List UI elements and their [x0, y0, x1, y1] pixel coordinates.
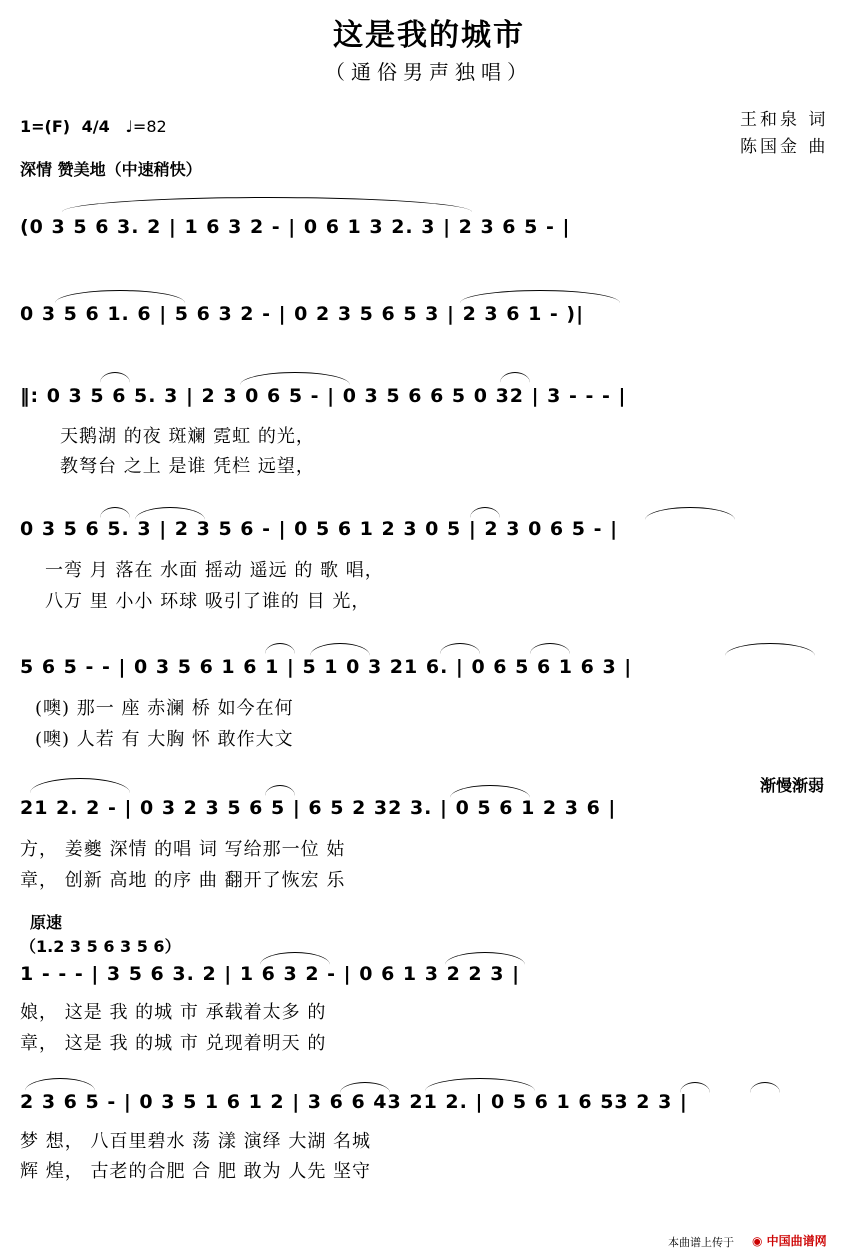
dim-mark: 渐慢渐弱	[760, 776, 825, 795]
notation-row-7: 1 - - - | 3 5 6 3. 2 | 1 6 3 2 - | 0 6 1 3 2 2 3 |	[20, 963, 521, 985]
notation-row-8: 2 3 6 5 - | 0 3 5 1 6 1 2 | 3 6 6 43 21 2. | 0 5 6 1 6 53 2 3 |	[20, 1091, 688, 1113]
notation-row-1: (0 3 5 6 3. 2 | 1 6 3 2 - | 0 6 1 3 2. 3 | 2 3 6 5 - |	[20, 216, 571, 238]
slur	[460, 290, 620, 303]
slur	[530, 643, 570, 654]
lyric-row-5-verse-1: (噢) 那一 座 赤澜 桥 如今在何	[35, 698, 294, 719]
slur	[240, 372, 350, 385]
page-subtitle: （通俗男声独唱）	[325, 60, 533, 84]
slur	[62, 197, 472, 212]
slur	[310, 643, 370, 656]
slur	[425, 1078, 535, 1091]
time-signature: 4/4	[81, 117, 110, 136]
lyricist: 王和泉 词	[740, 110, 829, 130]
lyric-row-7-verse-2: 章， 这是 我 的城 市 兑现着明天 的	[20, 1033, 327, 1054]
notation-row-3: ‖: 0 3 5 6 5. 3 | 2 3 0 6 5 - | 0 3 5 6 6 5 0 32 | 3 - - - |	[20, 385, 627, 407]
a-tempo-notes: （1.2 3 5 6 3 5 6）	[20, 937, 181, 956]
key-signature	[20, 117, 167, 136]
page-title: 这是我的城市	[333, 18, 525, 53]
lyric-row-6-verse-1: 方， 姜夔 深情 的唱 词 写给那一位 姑	[20, 839, 346, 860]
lyric-row-5-verse-2: (噢) 人若 有 大胸 怀 敢作大文	[35, 729, 294, 750]
slur	[725, 643, 815, 656]
notation-row-6: 21 2. 2 - | 0 3 2 3 5 6 5 | 6 5 2 32 3. | 0 5 6 1 2 3 6 |	[20, 797, 617, 819]
slur	[645, 507, 735, 520]
expression-mark: 深情 赞美地（中速稍快）	[20, 160, 202, 179]
slur	[265, 643, 295, 654]
slur	[470, 507, 500, 518]
lyric-row-4-verse-2: 八万 里 小小 环球 吸引了谁的 目 光，	[45, 591, 371, 612]
slur	[440, 643, 480, 654]
logo-icon: ◉	[752, 1234, 763, 1248]
composer: 陈国金 曲	[740, 137, 829, 157]
a-tempo-mark: 原速	[30, 913, 63, 932]
lyric-row-4-verse-1: 一弯 月 落在 水面 摇动 遥远 的 歌 唱，	[45, 560, 384, 581]
notation-row-5: 5 6 5 - - | 0 3 5 6 1 6 1 | 5 1 0 3 21 6. | 0 6 5 6 1 6 3 |	[20, 656, 633, 678]
slur	[100, 372, 130, 383]
lyric-row-8-verse-2: 辉 煌， 古老的合肥 合 肥 敢为 人先 坚守	[20, 1161, 372, 1182]
site-logo	[752, 1232, 827, 1249]
lyric-row-6-verse-2: 章， 创新 高地 的序 曲 翻开了恢宏 乐	[20, 870, 346, 891]
slur	[500, 372, 530, 383]
lyric-row-8-verse-1: 梦 想， 八百里碧水 荡 漾 演绎 大湖 名城	[20, 1131, 372, 1152]
footer-text: 本曲谱上传于	[668, 1236, 734, 1249]
key-label: 1=(F)	[20, 117, 71, 136]
notation-row-2: 0 3 5 6 1. 6 | 5 6 3 2 - | 0 2 3 5 6 5 3 | 2 3 6 1 - )|	[20, 303, 585, 325]
lyric-row-7-verse-1: 娘， 这是 我 的城 市 承载着太多 的	[20, 1002, 327, 1023]
slur	[25, 1078, 95, 1091]
slur	[100, 507, 130, 518]
notation-row-4: 0 3 5 6 5. 3 | 2 3 5 6 - | 0 5 6 1 2 3 0 5 | 2 3 0 6 5 - |	[20, 518, 619, 540]
slur	[265, 785, 295, 796]
lyric-row-3-verse-2: 教弩台 之上 是谁 凭栏 远望，	[60, 456, 315, 477]
lyric-row-3-verse-1: 天鹅湖 的夜 斑斓 霓虹 的光，	[60, 426, 315, 447]
logo-text: 中国曲谱网	[766, 1234, 827, 1248]
slur	[30, 778, 130, 793]
slur	[750, 1082, 780, 1093]
tempo-mark: ♩=82	[125, 117, 167, 136]
slur	[55, 290, 185, 303]
